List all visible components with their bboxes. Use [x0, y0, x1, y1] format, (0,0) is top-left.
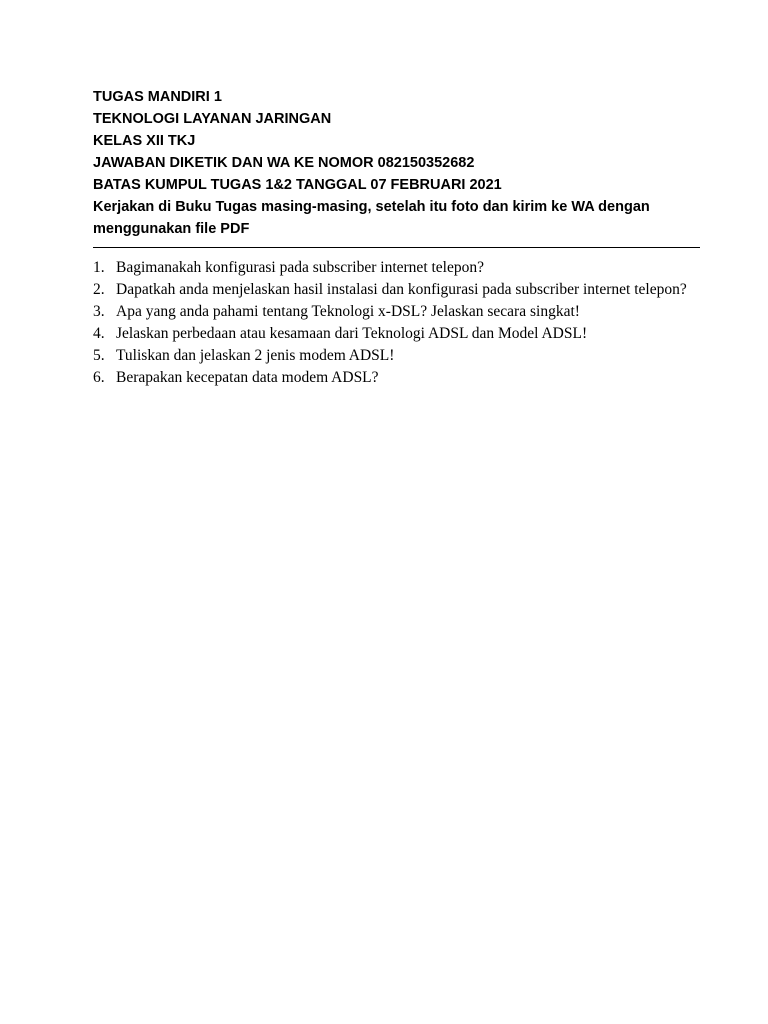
question-number: 3. — [93, 303, 105, 320]
list-item — [93, 279, 693, 301]
assignment-title: TUGAS MANDIRI 1 — [93, 89, 222, 105]
list-item — [93, 323, 693, 345]
class-name: KELAS XII TKJ — [93, 133, 196, 149]
question-number: 6. — [93, 369, 105, 386]
submission-deadline: BATAS KUMPUL TUGAS 1&2 TANGGAL 07 FEBRUARI 2021 — [93, 177, 502, 193]
question-text: Berapakan kecepatan data modem ADSL? — [116, 369, 379, 386]
question-text: Bagimanakah konfigurasi pada subscriber internet telepon? — [116, 259, 484, 276]
header-divider — [93, 247, 700, 248]
question-text: Apa yang anda pahami tentang Teknologi x-DSL? Jelaskan secara singkat! — [116, 303, 580, 320]
subject-name: TEKNOLOGI LAYANAN JARINGAN — [93, 111, 332, 127]
list-item — [93, 301, 693, 323]
submission-contact: JAWABAN DIKETIK DAN WA KE NOMOR 082150352682 — [93, 155, 475, 171]
question-number: 5. — [93, 347, 105, 364]
question-number: 1. — [93, 259, 105, 276]
question-list — [93, 257, 693, 389]
question-number: 4. — [93, 325, 105, 342]
question-text: Jelaskan perbedaan atau kesamaan dari Teknologi ADSL dan Model ADSL! — [116, 325, 588, 342]
list-item — [93, 367, 693, 389]
list-item — [93, 345, 693, 367]
assignment-header — [93, 86, 713, 240]
list-item — [93, 257, 693, 279]
question-number: 2. — [93, 281, 105, 298]
question-text: Tuliskan dan jelaskan 2 jenis modem ADSL! — [116, 347, 395, 364]
instructions: Kerjakan di Buku Tugas masing-masing, setelah itu foto dan kirim ke WA dengan menggunakan file PDF — [93, 199, 650, 237]
question-text: Dapatkah anda menjelaskan hasil instalasi dan konfigurasi pada subscriber internet telepon? — [116, 281, 687, 298]
